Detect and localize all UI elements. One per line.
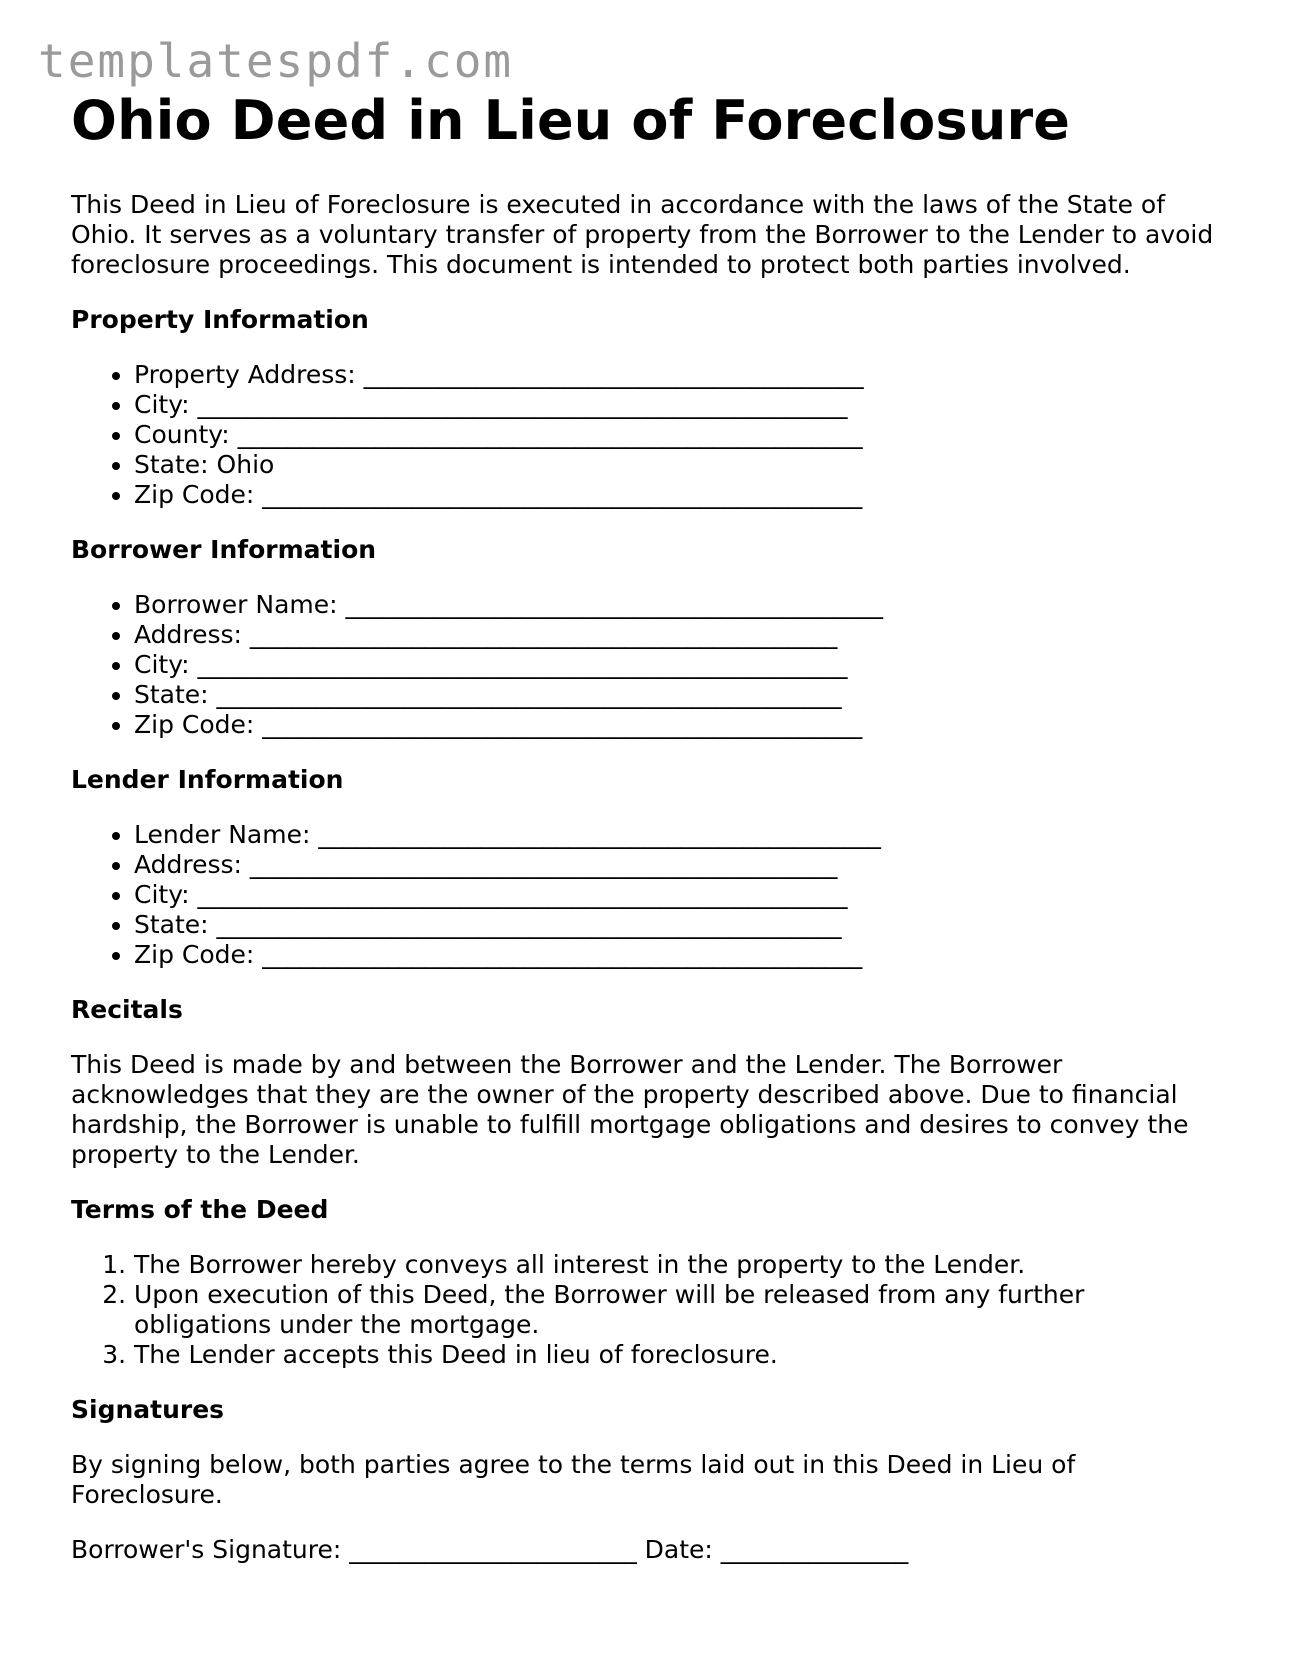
borrower-list bbox=[71, 590, 1221, 740]
borrower-signature-line[interactable]: Borrower's Signature: _______________________ Date: _______________ bbox=[71, 1535, 909, 1564]
lender-list bbox=[71, 820, 1221, 970]
borrower-zip-field[interactable]: • Zip Code: ________________________________________________ bbox=[134, 710, 1221, 740]
recitals-paragraph: This Deed is made by and between the Borrower and the Lender. The Borrower acknowledges that they are the owner of the property described above. Due to financial hardship, the Borrower is unable to fulfill mortgage obligations and desires to convey the property to the Lender. bbox=[71, 1050, 1189, 1169]
signatures-paragraph: By signing below, both parties agree to the terms laid out in this Deed in Lieu of Foreclosure. bbox=[71, 1450, 1076, 1509]
property-county-field[interactable]: • County: __________________________________________________ bbox=[134, 420, 1221, 450]
borrower-heading: Borrower Information bbox=[71, 535, 377, 564]
lender-city-field[interactable]: • City: ____________________________________________________ bbox=[134, 880, 1221, 910]
recitals-heading: Recitals bbox=[71, 995, 183, 1024]
property-state-field: • State: Ohio bbox=[134, 450, 1221, 480]
watermark: templatespdf.com bbox=[38, 34, 514, 88]
borrower-city-field[interactable]: • City: ____________________________________________________ bbox=[134, 650, 1221, 680]
terms-heading: Terms of the Deed bbox=[71, 1195, 329, 1224]
property-zip-field[interactable]: • Zip Code: ________________________________________________ bbox=[134, 480, 1221, 510]
term-item: 2. Upon execution of this Deed, the Borrower will be released from any further obligations under the mortgage. bbox=[134, 1280, 1221, 1340]
property-heading: Property Information bbox=[71, 305, 369, 334]
lender-heading: Lender Information bbox=[71, 765, 344, 794]
borrower-state-field[interactable]: • State: __________________________________________________ bbox=[134, 680, 1221, 710]
lender-name-field[interactable]: • Lender Name: _____________________________________________ bbox=[134, 820, 1221, 850]
property-city-field[interactable]: • City: ____________________________________________________ bbox=[134, 390, 1221, 420]
lender-zip-field[interactable]: • Zip Code: ________________________________________________ bbox=[134, 940, 1221, 970]
lender-state-field[interactable]: • State: __________________________________________________ bbox=[134, 910, 1221, 940]
property-list bbox=[71, 360, 1221, 510]
term-item: 1. The Borrower hereby conveys all interest in the property to the Lender. bbox=[134, 1250, 1221, 1280]
borrower-address-field[interactable]: • Address: _______________________________________________ bbox=[134, 620, 1221, 650]
document-page bbox=[71, 88, 1221, 1565]
borrower-name-field[interactable]: • Borrower Name: ___________________________________________ bbox=[134, 590, 1221, 620]
property-address-field[interactable]: • Property Address: ________________________________________ bbox=[134, 360, 1221, 390]
intro-paragraph: This Deed in Lieu of Foreclosure is executed in accordance with the laws of the State of Ohio. It serves as a voluntary transfer of property from the Borrower to the Lender to avoid foreclosure proceedings. This document is intended to protect both parties involved. bbox=[71, 190, 1214, 279]
signatures-heading: Signatures bbox=[71, 1395, 225, 1424]
term-item: 3. The Lender accepts this Deed in lieu of foreclosure. bbox=[134, 1340, 1221, 1370]
page-title: Ohio Deed in Lieu of Foreclosure bbox=[71, 89, 1071, 152]
lender-address-field[interactable]: • Address: _______________________________________________ bbox=[134, 850, 1221, 880]
terms-list bbox=[71, 1250, 1221, 1370]
